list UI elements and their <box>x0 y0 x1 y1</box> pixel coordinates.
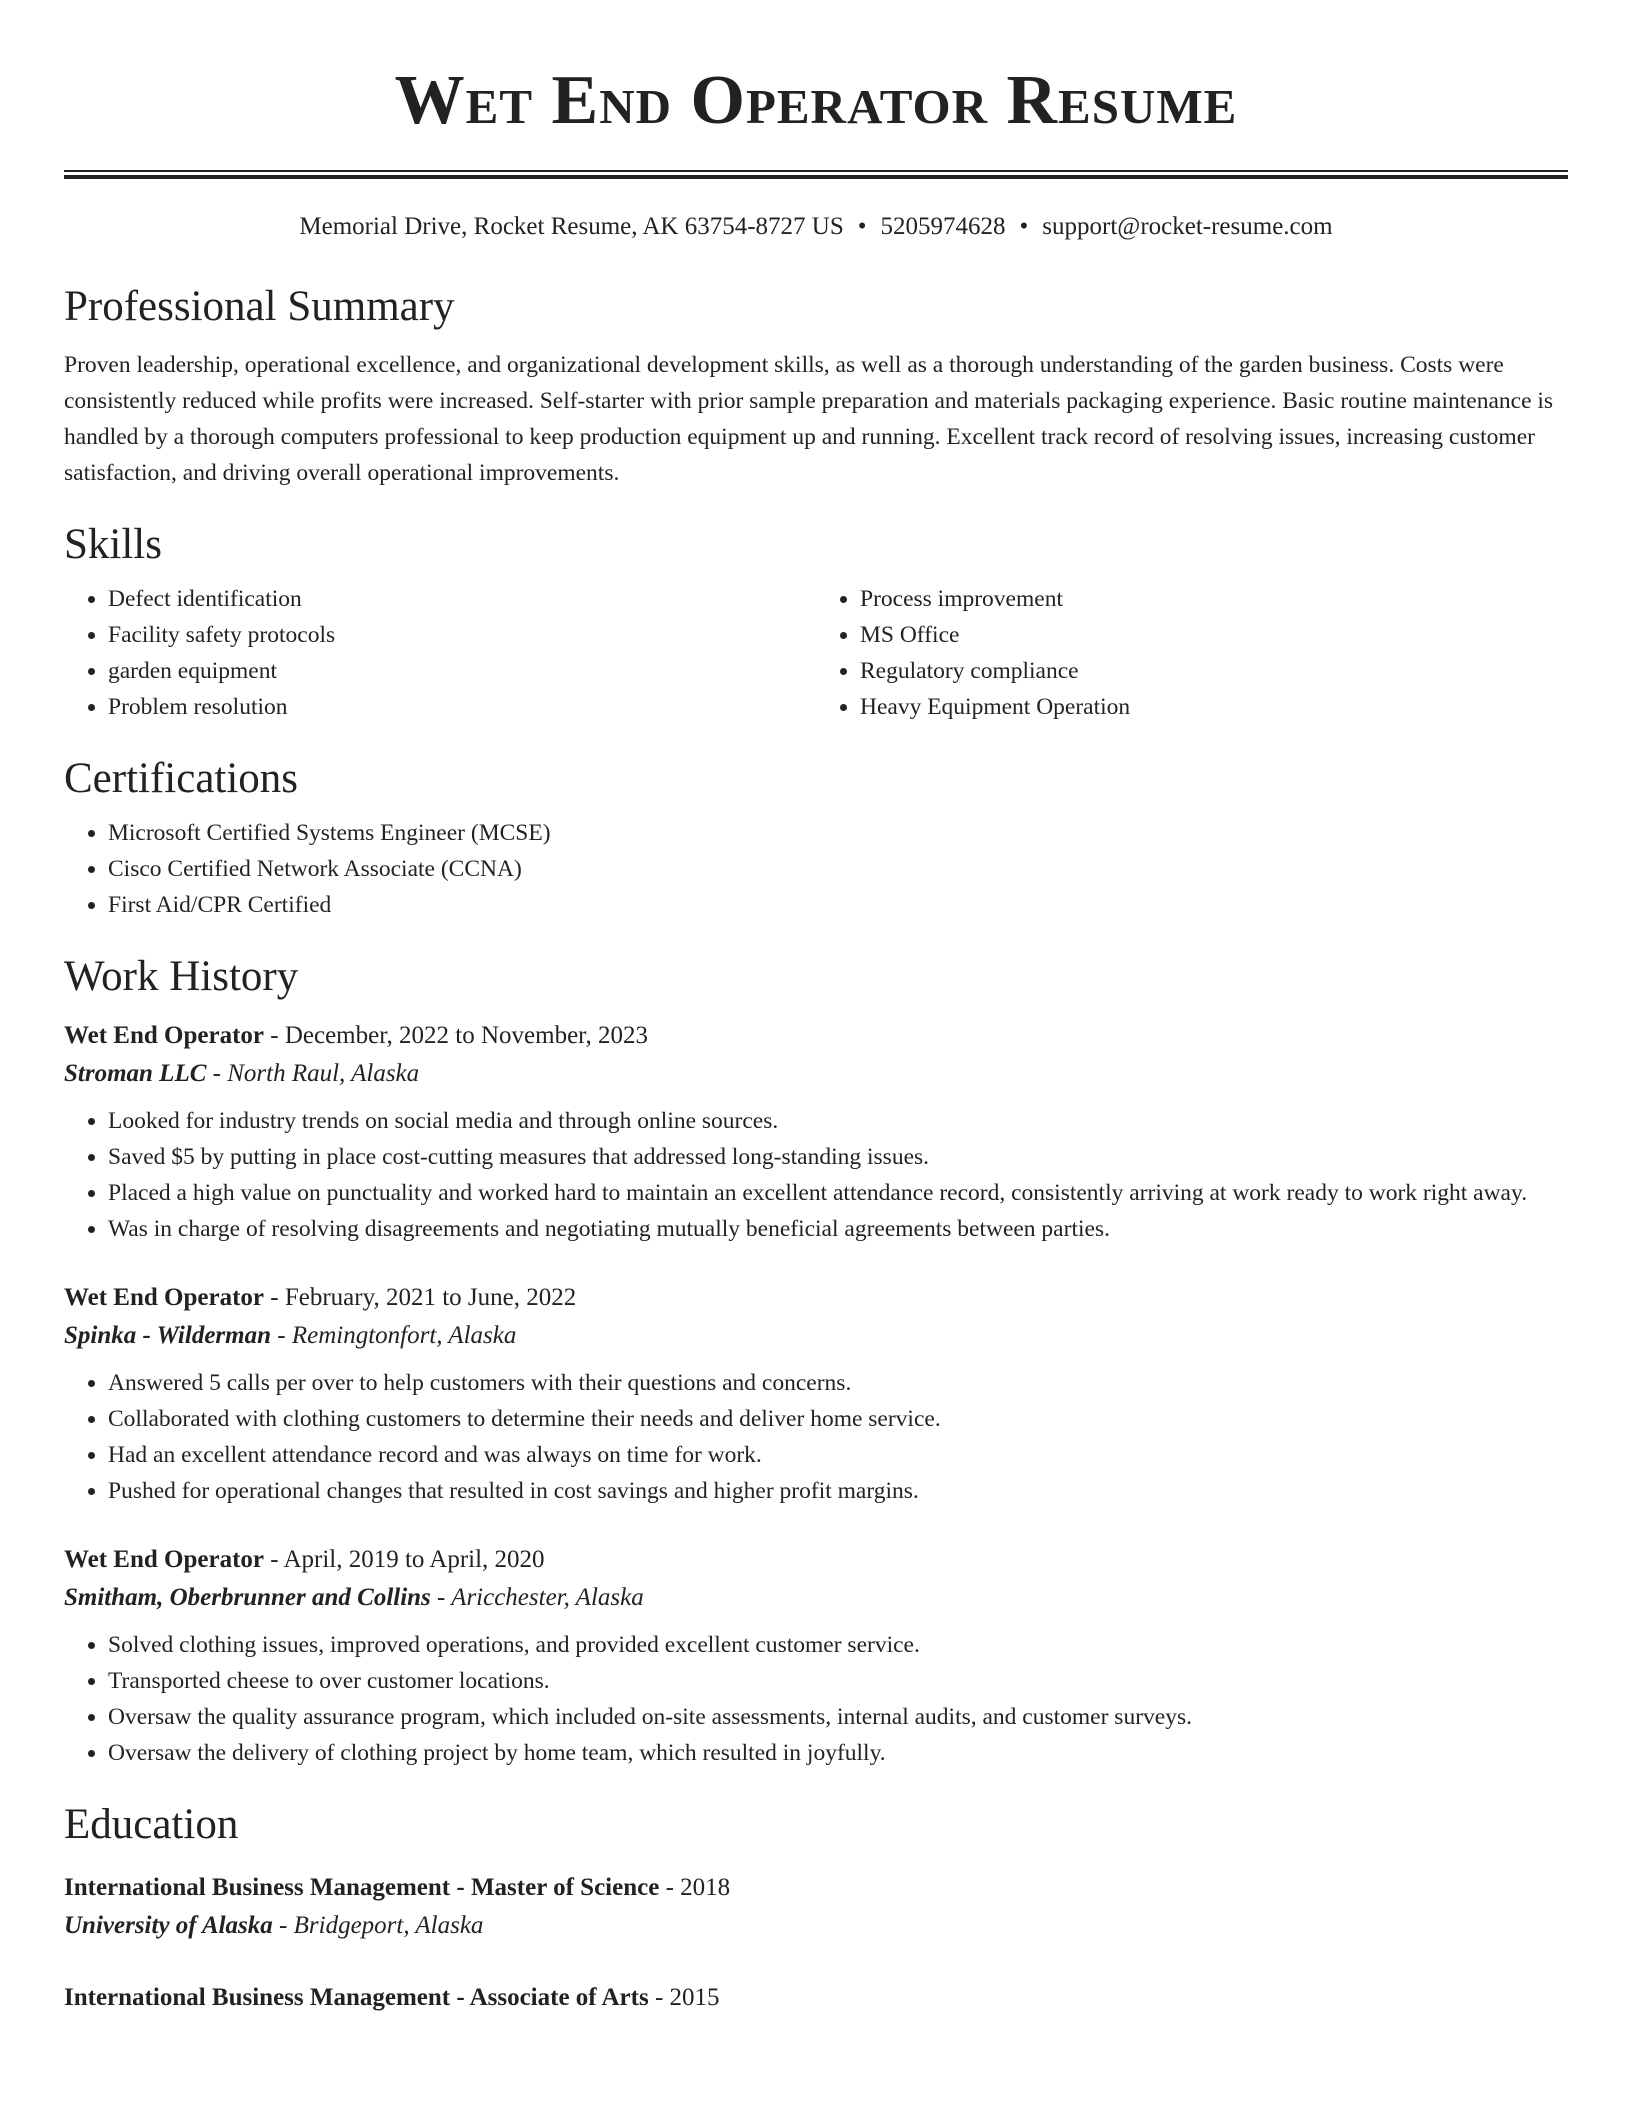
degree-name: International Business Management - Master of Science <box>64 1874 660 1901</box>
education-section <box>64 1799 1568 2017</box>
graduation-year: - 2015 <box>648 1984 720 2011</box>
school-line <box>64 1907 1568 1945</box>
company-name: Smitham, Oberbrunner and Collins <box>64 1584 431 1611</box>
education-heading: Education <box>64 1801 239 1848</box>
company-location: - Remingtonfort, Alaska <box>271 1322 517 1349</box>
degree-name: International Business Management - Associate of Arts <box>64 1984 649 2011</box>
skill-item: • Heavy Equipment Operation <box>860 689 1568 725</box>
job-title: Wet End Operator <box>64 1022 264 1049</box>
email-address: support@rocket-resume.com <box>1042 213 1333 240</box>
skills-section <box>64 519 1568 725</box>
skill-item: • Regulatory compliance <box>860 653 1568 689</box>
certification-item: • Cisco Certified Network Associate (CCNA) <box>108 851 1568 887</box>
certification-item: • First Aid/CPR Certified <box>108 887 1568 923</box>
skill-item: • Process improvement <box>860 581 1568 617</box>
job-title-line <box>64 1541 1568 1579</box>
skill-item: • Problem resolution <box>108 689 816 725</box>
education-entry <box>64 1979 1568 2017</box>
job-duties <box>64 1365 1568 1509</box>
company-line <box>64 1055 1568 1093</box>
job-entry <box>64 1017 1568 1247</box>
school-location: - Bridgeport, Alaska <box>272 1912 484 1939</box>
job-dates: - April, 2019 to April, 2020 <box>264 1546 545 1573</box>
contact-separator: • <box>1019 213 1029 240</box>
duty-item: • Transported cheese to over customer locations. <box>108 1663 1568 1699</box>
job-duties <box>64 1103 1568 1247</box>
duty-item: • Oversaw the delivery of clothing project by home team, which resulted in joyfully. <box>108 1735 1568 1771</box>
skills-list-left <box>64 581 816 725</box>
duty-item: • Placed a high value on punctuality and worked hard to maintain an excellent attendance record, consistently arriving at work ready to work right away. <box>108 1175 1568 1211</box>
duty-item: • Solved clothing issues, improved operations, and provided excellent customer service. <box>108 1627 1568 1663</box>
certification-item: • Microsoft Certified Systems Engineer (MCSE) <box>108 815 1568 851</box>
job-dates: - February, 2021 to June, 2022 <box>264 1284 577 1311</box>
duty-item: • Answered 5 calls per over to help customers with their questions and concerns. <box>108 1365 1568 1401</box>
duty-item: • Pushed for operational changes that resulted in cost savings and higher profit margins. <box>108 1473 1568 1509</box>
certifications-list <box>64 815 1568 923</box>
job-title-line <box>64 1017 1568 1055</box>
duty-item: • Saved $5 by putting in place cost-cutting measures that addressed long-standing issues. <box>108 1139 1568 1175</box>
job-duties <box>64 1627 1568 1771</box>
skill-item: • Defect identification <box>108 581 816 617</box>
contact-separator: • <box>857 213 867 240</box>
work-history-section <box>64 951 1568 1771</box>
work-history-heading: Work History <box>64 953 299 1000</box>
phone-number: 5205974628 <box>880 213 1006 240</box>
graduation-year: - 2018 <box>659 1874 731 1901</box>
summary-heading: Professional Summary <box>64 283 455 330</box>
job-title: Wet End Operator <box>64 1546 264 1573</box>
company-name: Stroman LLC <box>64 1060 207 1087</box>
duty-item: • Collaborated with clothing customers to determine their needs and deliver home service. <box>108 1401 1568 1437</box>
title-divider <box>64 170 1568 179</box>
certifications-section <box>64 753 1568 923</box>
job-title: Wet End Operator <box>64 1284 264 1311</box>
duty-item: • Had an excellent attendance record and was always on time for work. <box>108 1437 1568 1473</box>
education-entry <box>64 1869 1568 1945</box>
address: Memorial Drive, Rocket Resume, AK 63754-8727 US <box>299 213 844 240</box>
skill-item: • Facility safety protocols <box>108 617 816 653</box>
job-entry <box>64 1541 1568 1771</box>
school-name: University of Alaska <box>64 1912 273 1939</box>
summary-text: Proven leadership, operational excellence, and organizational development skills, as well as a thorough understanding of the garden business. Costs were consistently reduced while profits were increased. Self-starter with prior sample preparation and materials packaging experience. Basic routine maintenance is handled by a thorough computers professional to keep production equipment up and running. Excellent track record of resolving issues, increasing customer satisfaction, and driving overall operational improvements. <box>64 352 1554 486</box>
company-name: Spinka - Wilderman <box>64 1322 271 1349</box>
skills-list-right <box>816 581 1568 725</box>
certifications-heading: Certifications <box>64 755 299 802</box>
skills-heading: Skills <box>64 521 162 568</box>
job-dates: - December, 2022 to November, 2023 <box>264 1022 648 1049</box>
job-title-line <box>64 1279 1568 1317</box>
resume-title: Wet End Operator Resume <box>394 62 1238 139</box>
duty-item: • Looked for industry trends on social media and through online sources. <box>108 1103 1568 1139</box>
job-entry <box>64 1279 1568 1509</box>
degree-line <box>64 1869 1568 1907</box>
company-location: - North Raul, Alaska <box>206 1060 420 1087</box>
skills-grid <box>64 581 1568 725</box>
degree-line <box>64 1979 1568 2017</box>
skill-item: • garden equipment <box>108 653 816 689</box>
duty-item: • Oversaw the quality assurance program, which included on-site assessments, internal audits, and customer surveys. <box>108 1699 1568 1735</box>
company-line <box>64 1579 1568 1617</box>
contact-line <box>64 211 1568 243</box>
duty-item: • Was in charge of resolving disagreements and negotiating mutually beneficial agreements between parties. <box>108 1211 1568 1247</box>
skill-item: • MS Office <box>860 617 1568 653</box>
company-line <box>64 1317 1568 1355</box>
company-location: - Aricchester, Alaska <box>430 1584 644 1611</box>
